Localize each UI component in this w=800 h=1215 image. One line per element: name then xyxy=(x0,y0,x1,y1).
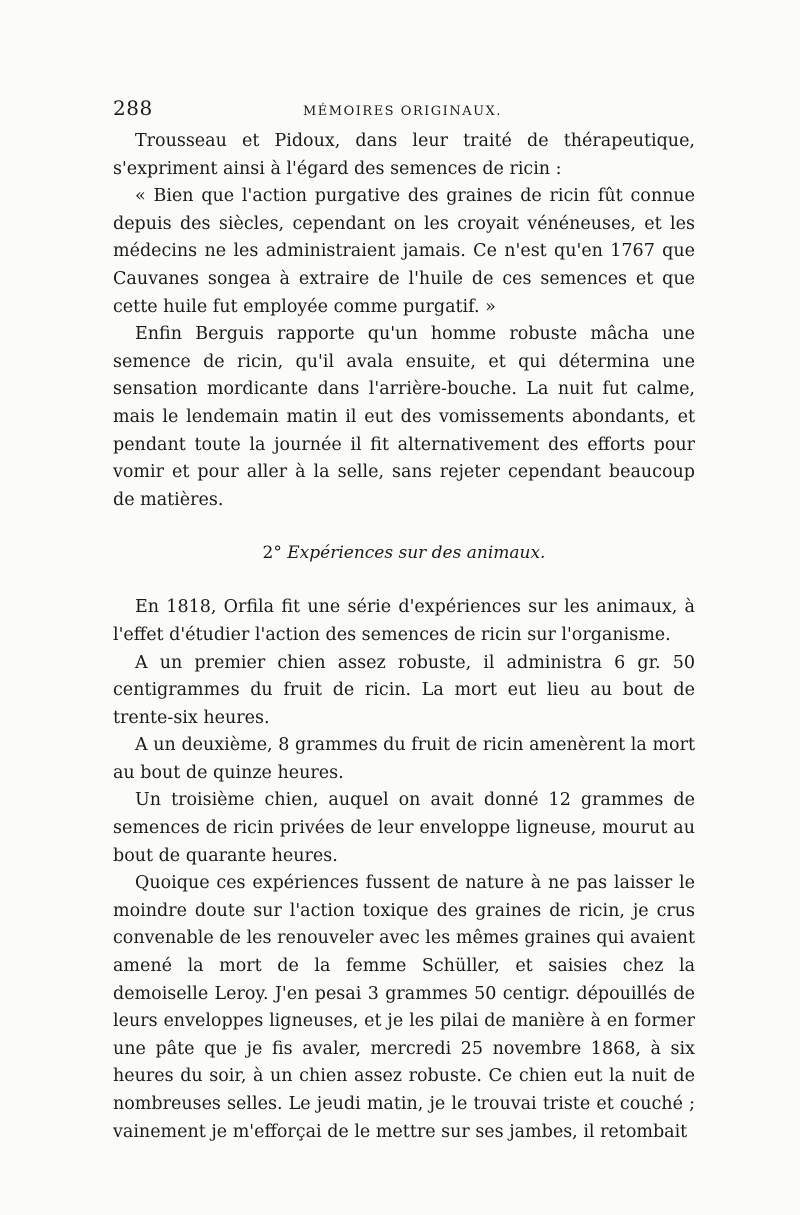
paragraph-third-dog: Un troisième chien, auquel on avait donné 12 grammes de semences de ricin privées de leur enveloppe ligneuse, mourut au bout de quarante heures. xyxy=(113,790,695,866)
paragraph-second-dog: A un deuxième, 8 grammes du fruit de ricin amenèrent la mort au bout de quinze heures. xyxy=(113,735,695,783)
paragraph-quotation: « Bien que l'action purgative des graines de ricin fût connue depuis des siècles, cependant on les croyait vénéneuses, et les médecins ne les administraient jamais. Ce n'est qu'en 1767 que Cauvanes songea à extraire de l'huile de ces semences et que cette huile fut employée comme purgatif. » xyxy=(113,186,695,317)
running-head xyxy=(113,96,695,126)
paragraph-trousseau-intro: Trousseau et Pidoux, dans leur traité de thérapeutique, s'expriment ainsi à l'égard des semences de ricin : xyxy=(113,131,695,179)
section-number: 2° xyxy=(262,543,282,564)
section-title: Expériences sur des animaux. xyxy=(287,543,546,564)
paragraph-orfila: En 1818, Orfila fit une série d'expériences sur les animaux, à l'effet d'étudier l'action des semences de ricin sur l'organisme. xyxy=(113,597,695,645)
paragraph-berguis: Enfin Berguis rapporte qu'un homme robuste mâcha une semence de ricin, qu'il avala ensuite, et qui détermina une sensation mordicante dans l'arrière-bouche. La nuit fut calme, mais le lendemain matin il eut des vomissements abondants, et pendant toute la journée il fit alternativement des efforts pour vomir et pour aller à la selle, sans rejeter cependant beaucoup de matières. xyxy=(113,324,695,510)
section-heading xyxy=(113,540,695,566)
running-title: MÉMOIRES ORIGINAUX. xyxy=(303,104,502,119)
text-block xyxy=(113,96,695,1146)
paragraph-own-experiment: Quoique ces expériences fussent de nature à ne pas laisser le moindre doute sur l'action toxique des graines de ricin, je crus convenable de les renouveler avec les mêmes graines qui avaient amené la mort de la femme Schüller, et saisies chez la demoiselle Leroy. J'en pesai 3 grammes 50 centigr. dépouillés de leurs enveloppes ligneuses, et je les pilai de manière à en former une pâte que je fis avaler, mercredi 25 novembre 1868, à six heures du soir, à un chien assez robuste. Ce chien eut la nuit de nombreuses selles. Le jeudi matin, je le trouvai triste et couché ; vainement je m'efforçai de le mettre sur ses jambes, il retombait xyxy=(113,873,695,1142)
page-number: 288 xyxy=(113,96,153,120)
paragraph-first-dog: A un premier chien assez robuste, il administra 6 gr. 50 centigrammes du fruit de ricin. La mort eut lieu au bout de trente-six heures. xyxy=(113,652,695,728)
